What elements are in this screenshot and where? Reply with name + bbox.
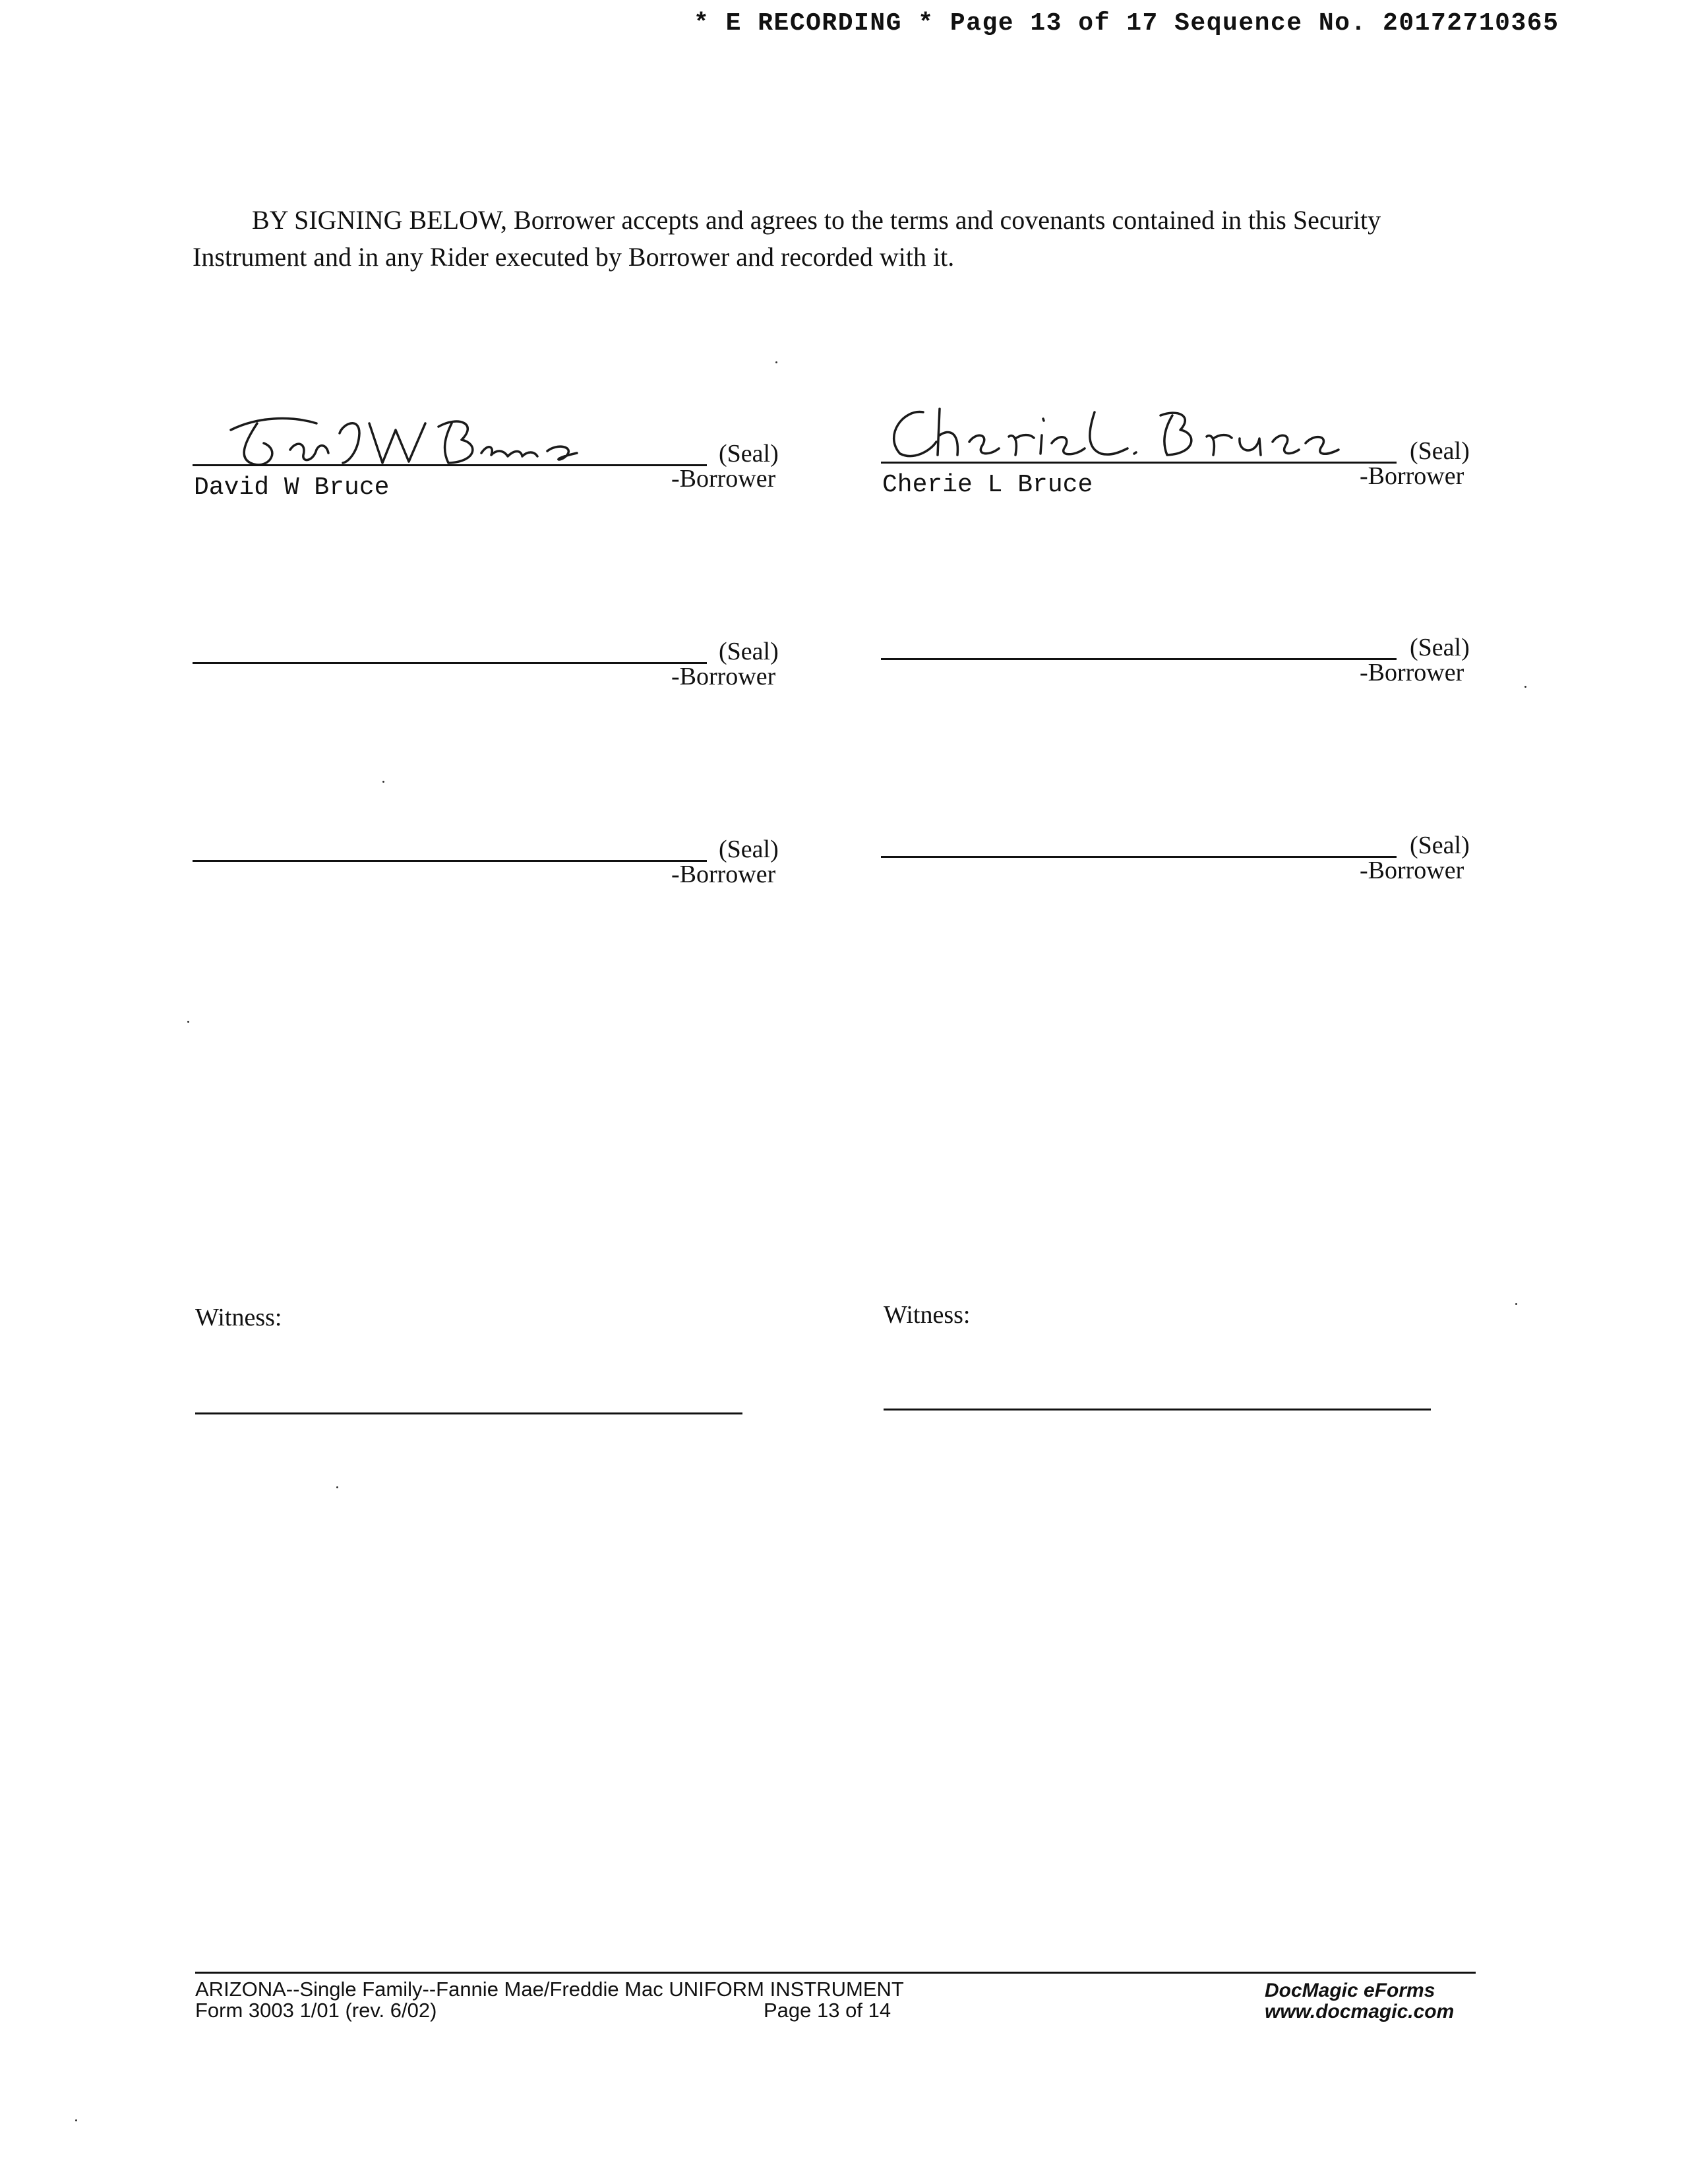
borrower-role-label: -Borrower bbox=[671, 465, 776, 493]
seal-label: (Seal) bbox=[719, 440, 779, 468]
scan-speck bbox=[75, 2119, 77, 2121]
signer-name-cherie-l-bruce: Cherie L Bruce bbox=[882, 471, 1093, 499]
borrower-signature-line-3-right bbox=[881, 856, 1397, 858]
footer-page-number: Page 13 of 14 bbox=[764, 1999, 891, 2022]
borrower-role-label: -Borrower bbox=[671, 663, 776, 690]
scan-speck bbox=[187, 1021, 189, 1023]
scan-speck bbox=[382, 781, 384, 783]
borrower-signature-line-3-left bbox=[193, 860, 707, 862]
signing-statement bbox=[193, 202, 1478, 276]
borrower-role-label: -Borrower bbox=[1360, 659, 1464, 686]
borrower-role-label: -Borrower bbox=[671, 861, 776, 888]
borrower-signature-line-2-right bbox=[881, 658, 1397, 660]
signing-statement-line-2: Instrument and in any Rider executed by Borrower and recorded with it. bbox=[193, 242, 955, 272]
scan-speck bbox=[1515, 1303, 1517, 1305]
seal-label: (Seal) bbox=[719, 638, 779, 665]
footer-instrument-title: ARIZONA--Single Family--Fannie Mae/Freddie Mac UNIFORM INSTRUMENT bbox=[195, 1978, 904, 2001]
scan-speck bbox=[1524, 686, 1526, 688]
borrower-signature-line-1-left bbox=[193, 464, 707, 466]
witness-signature-line-right bbox=[884, 1409, 1431, 1410]
signing-statement-line-1: BY SIGNING BELOW, Borrower accepts and agrees to the terms and covenants contained in this Security bbox=[252, 205, 1381, 235]
docmagic-logo: DocMagic eForms bbox=[1265, 1980, 1435, 2001]
borrower-signature-line-1-right bbox=[881, 462, 1397, 464]
docmagic-url: www.docmagic.com bbox=[1265, 2001, 1455, 2022]
seal-label: (Seal) bbox=[719, 835, 779, 863]
seal-label: (Seal) bbox=[1410, 634, 1470, 661]
seal-label: (Seal) bbox=[1410, 437, 1470, 465]
witness-label-right: Witness: bbox=[884, 1301, 971, 1329]
borrower-role-label: -Borrower bbox=[1360, 462, 1464, 490]
borrower-role-label: -Borrower bbox=[1360, 857, 1464, 884]
witness-signature-line-left bbox=[195, 1412, 742, 1414]
witness-label-left: Witness: bbox=[195, 1304, 282, 1331]
seal-label: (Seal) bbox=[1410, 832, 1470, 859]
scan-speck bbox=[336, 1486, 338, 1488]
footer-rule bbox=[195, 1972, 1476, 1974]
scan-speck bbox=[775, 361, 777, 363]
borrower-signature-line-2-left bbox=[193, 662, 707, 664]
signer-name-david-w-bruce: David W Bruce bbox=[194, 473, 390, 502]
recording-header: * E RECORDING * Page 13 of 17 Sequence No. 20172710365 bbox=[694, 9, 1559, 38]
cherie-bruce-signature bbox=[877, 396, 1339, 468]
footer-form-number: Form 3003 1/01 (rev. 6/02) bbox=[195, 1999, 437, 2022]
